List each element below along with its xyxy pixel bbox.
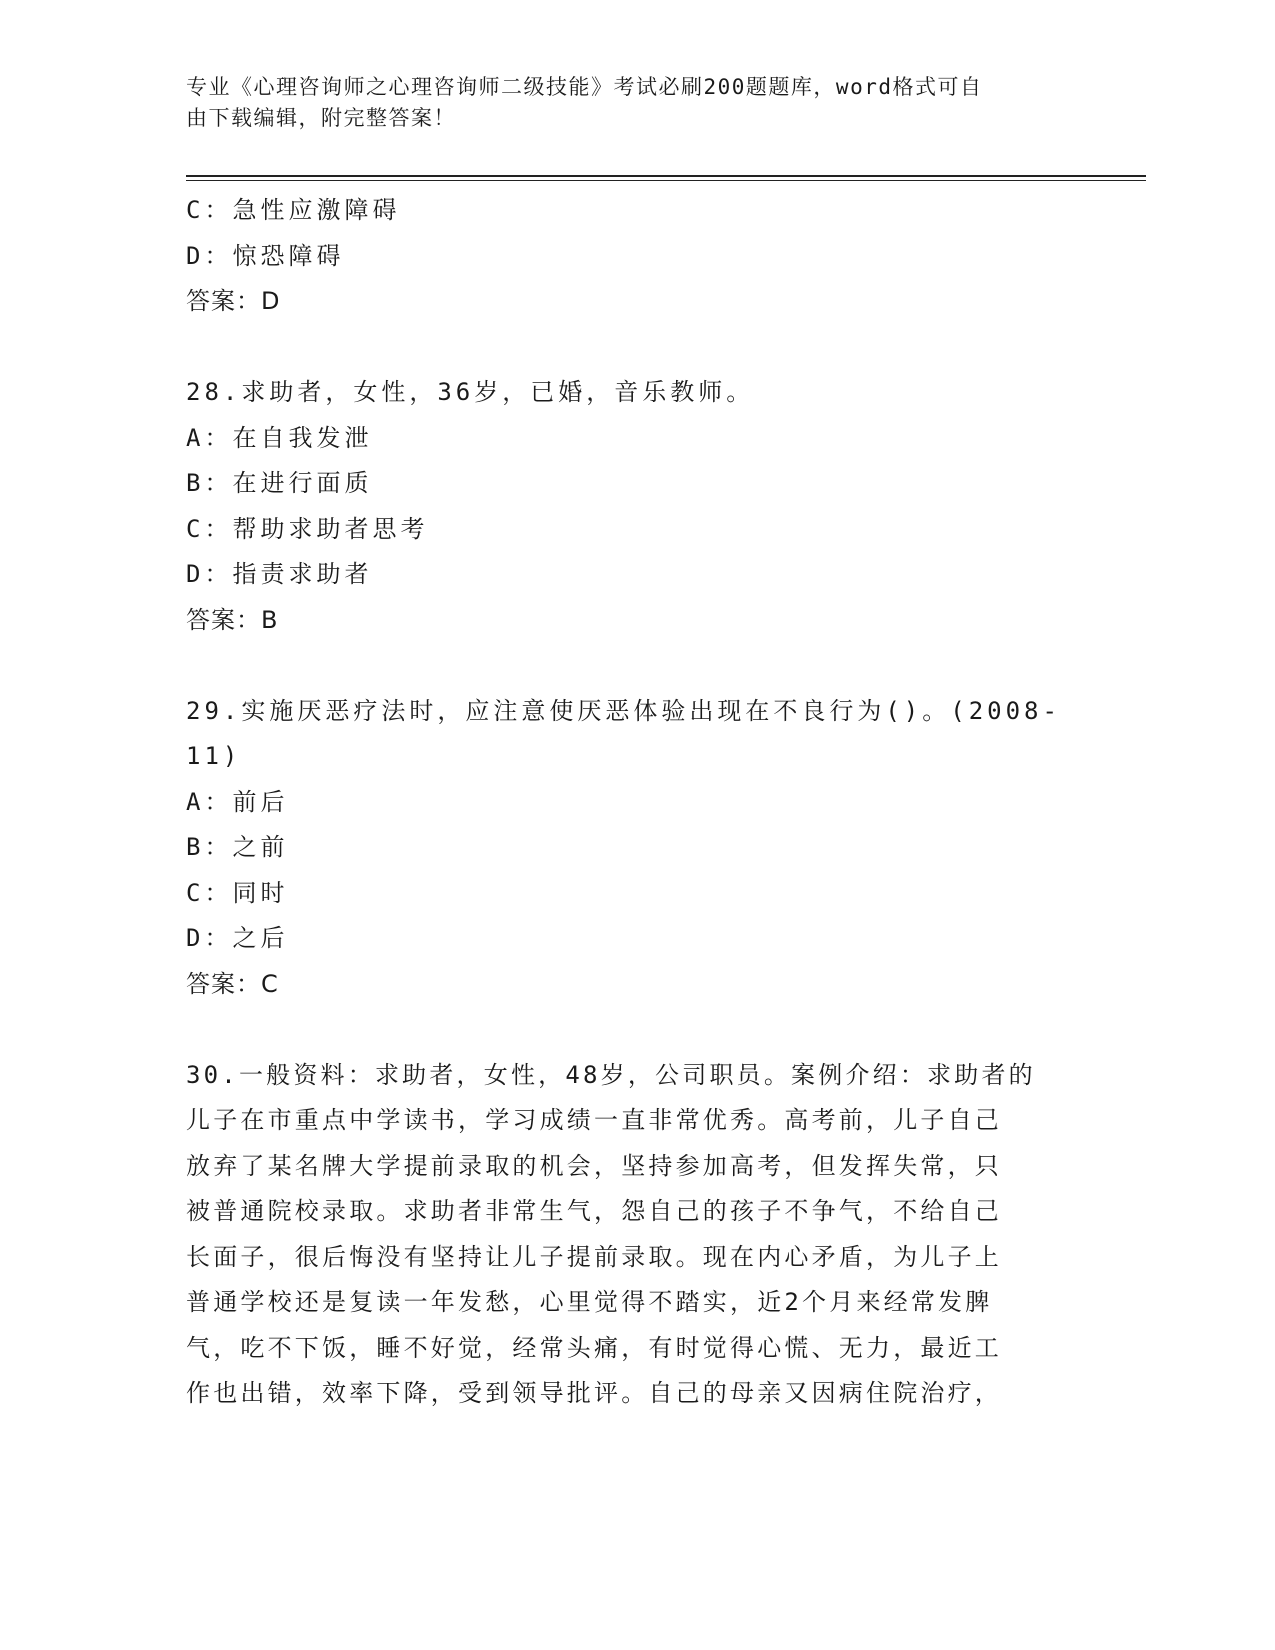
spacer: [186, 325, 1086, 371]
q29-option-b: B：之前: [186, 833, 289, 861]
q29-answer: 答案：C: [186, 969, 279, 998]
document-header: [186, 72, 1066, 134]
q28-option-c: C：帮助求助者思考: [186, 514, 429, 543]
q28-answer: 答案：B: [186, 605, 279, 634]
q28-question: 28.求助者，女性，36岁，已婚，音乐教师。: [186, 378, 755, 406]
q30-line: 30.一般资料：求助者，女性，48岁，公司职员。案例介绍：求助者的: [186, 1060, 1036, 1089]
q30-line: 放弃了某名牌大学提前录取的机会，坚持参加高考，但发挥失常，只: [186, 1151, 1002, 1180]
q30-line: 作也出错，效率下降，受到领导批评。自己的母亲又因病住院治疗，: [186, 1379, 1002, 1407]
q29-option-a: A：前后: [186, 787, 289, 816]
q28-option-b: B：在进行面质: [186, 469, 373, 497]
q29-question-line-1: 29.实施厌恶疗法时，应注意使厌恶体验出现在不良行为()。(2008-: [186, 696, 1061, 725]
q30-paragraph: [186, 1053, 1086, 1417]
q29-option-d: D：之后: [186, 924, 289, 952]
header-divider-thin: [186, 180, 1146, 181]
q27-option-c: C：急性应激障碍: [186, 196, 401, 224]
q27-answer: 答案：D: [186, 287, 281, 315]
header-divider-thick: [186, 175, 1146, 177]
q28-option-d: D：指责求助者: [186, 560, 373, 588]
q30-line: 气，吃不下饭，睡不好觉，经常头痛，有时觉得心慌、无力，最近工: [186, 1333, 1002, 1362]
q28-option-a: A：在自我发泄: [186, 423, 373, 452]
question-content: [186, 188, 1086, 1417]
spacer: [186, 1007, 1086, 1053]
q29-option-c: C：同时: [186, 878, 289, 907]
q29-question-line-2: 11): [186, 742, 242, 770]
q30-line: 儿子在市重点中学读书，学习成绩一直非常优秀。高考前，儿子自己: [186, 1106, 1002, 1134]
q30-line: 被普通院校录取。求助者非常生气，怨自己的孩子不争气，不给自己: [186, 1197, 1002, 1225]
q30-line: 长面子，很后悔没有坚持让儿子提前录取。现在内心矛盾，为儿子上: [186, 1242, 1002, 1271]
header-line-1: 专业《心理咨询师之心理咨询师二级技能》考试必刷200题题库，word格式可自: [186, 75, 983, 99]
q30-line: 普通学校还是复读一年发愁，心里觉得不踏实，近2个月来经常发脾: [186, 1288, 993, 1316]
header-line-2: 由下载编辑，附完整答案！: [186, 106, 456, 130]
spacer: [186, 643, 1086, 689]
q27-option-d: D：惊恐障碍: [186, 241, 345, 270]
